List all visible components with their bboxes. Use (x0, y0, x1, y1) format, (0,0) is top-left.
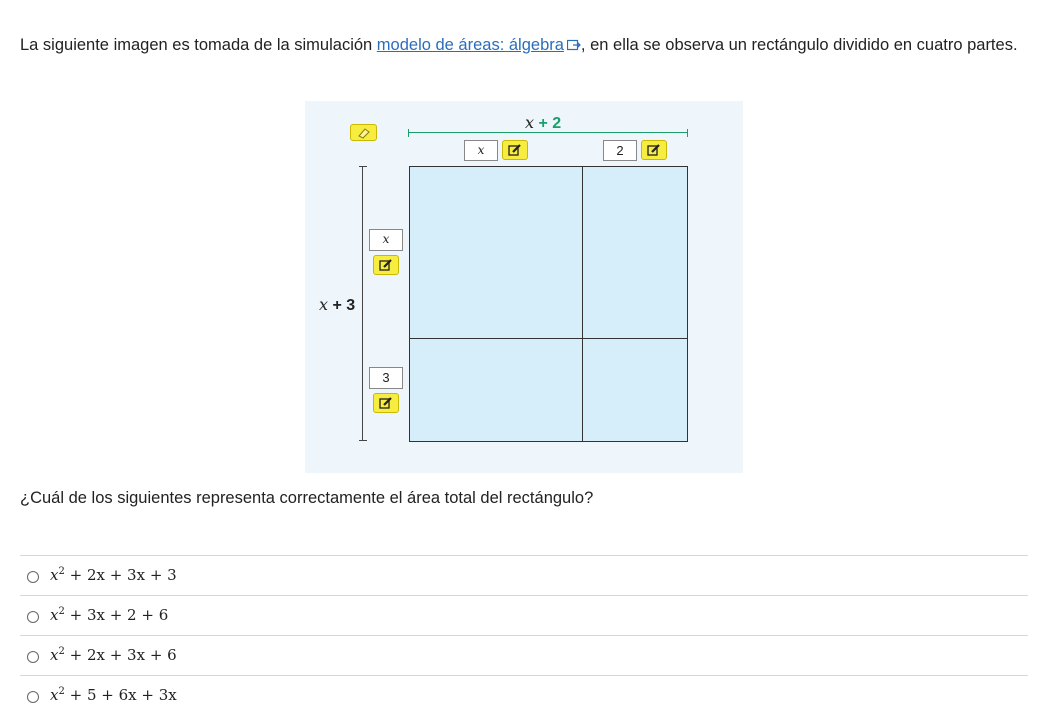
top-value-box-2[interactable]: 2 (603, 140, 637, 161)
left-value-box-x[interactable]: x (369, 229, 403, 251)
vertical-divider (582, 167, 583, 441)
edit-left-3-button[interactable] (373, 393, 399, 413)
option-label: $x^2 + 5 + 6x + 3x$ (50, 686, 177, 704)
intro-text-before: La siguiente imagen es tomada de la simulación (20, 36, 377, 54)
eraser-button[interactable] (350, 124, 377, 141)
pencil-icon (379, 258, 393, 272)
area-model-simulation (305, 101, 743, 473)
answer-option[interactable] (20, 555, 1028, 595)
intro-text-after: , en ella se observa un rectángulo dividido en cuatro partes. (580, 36, 1018, 54)
radio-button[interactable] (27, 611, 39, 623)
edit-top-2-button[interactable] (641, 140, 667, 160)
pencil-icon (379, 396, 393, 410)
simulation-link[interactable]: modelo de áreas: álgebra (376, 36, 564, 54)
left-dimension-label: x + 3 (319, 295, 356, 314)
answer-option[interactable] (20, 675, 1028, 715)
external-link-icon[interactable] (567, 39, 581, 51)
pencil-icon (508, 143, 522, 157)
option-label: $x^2 + 2x + 3x + 3$ (50, 566, 177, 584)
radio-button[interactable] (27, 691, 39, 703)
edit-left-x-button[interactable] (373, 255, 399, 275)
left-dimension-line (362, 166, 363, 441)
intro-paragraph (20, 30, 1040, 60)
top-dimension-label: x + 2 (525, 113, 562, 132)
answer-option[interactable] (20, 635, 1028, 675)
eraser-icon (351, 125, 376, 140)
left-value-box-3[interactable]: 3 (369, 367, 403, 389)
radio-button[interactable] (27, 651, 39, 663)
option-label: $x^2 + 2x + 3x + 6$ (50, 646, 177, 664)
pencil-icon (647, 143, 661, 157)
question-text: ¿Cuál de los siguientes representa correctamente el área total del rectángulo? (20, 489, 594, 507)
answer-option[interactable] (20, 595, 1028, 635)
option-label: $x^2 + 3x + 2 + 6$ (50, 606, 169, 624)
horizontal-divider (410, 338, 687, 339)
top-value-box-x[interactable]: x (464, 140, 498, 161)
radio-button[interactable] (27, 571, 39, 583)
area-rectangle (409, 166, 688, 442)
answer-options (20, 555, 1028, 715)
top-dimension-line (408, 132, 688, 133)
edit-top-x-button[interactable] (502, 140, 528, 160)
